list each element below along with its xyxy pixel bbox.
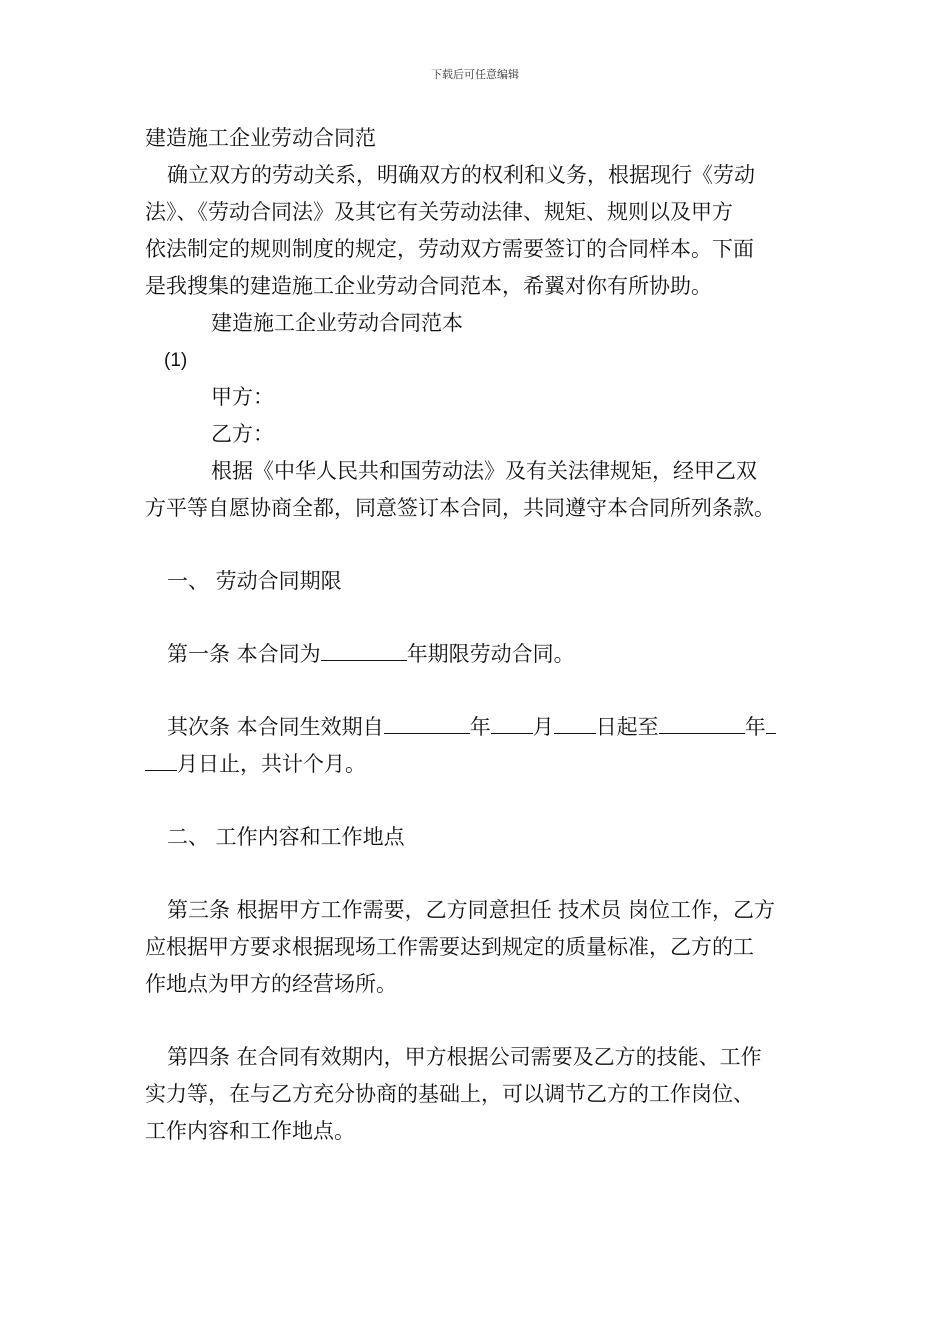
article-3-line-1: 第三条 根据甲方工作需要，乙方同意担任 技术员 岗位工作，乙方 (167, 898, 776, 922)
blank-end-month-part-1 (766, 711, 776, 734)
blank-end-month-part-2 (145, 748, 177, 771)
intro-line-4: 是我搜集的建造施工企业劳动合同范本，希翼对你有所协助。 (145, 274, 712, 298)
intro-line-3: 依法制定的规则制度的规定，劳动双方需要签订的合同样本。下面 (145, 237, 754, 261)
blank-years (321, 638, 407, 661)
article-2-text-a: 其次条 本合同生效期自 (167, 715, 384, 739)
article-2-text-d: 日起至 (595, 715, 659, 739)
blank-start-month (491, 711, 533, 734)
article-4-line-3: 工作内容和工作地点。 (145, 1119, 355, 1143)
article-1-text-b: 年期限劳动合同。 (406, 642, 575, 666)
article-1-text-a: 第一条 本合同为 (167, 642, 321, 666)
contract-number: (1) (164, 350, 188, 371)
article-1 (145, 636, 810, 673)
section-heading-work: 二、 工作内容和工作地点 (167, 825, 405, 849)
article-4-line-2: 实力等，在与乙方充分协商的基础上，可以调节乙方的工作岗位、 (145, 1082, 754, 1106)
contract-subtitle: 建造施工企业劳动合同范本 (211, 311, 463, 335)
article-2-text-e: 年 (744, 715, 766, 739)
blank-start-year (384, 711, 470, 734)
document-body (145, 120, 810, 1150)
article-3-line-2: 应根据甲方要求根据现场工作需要达到规定的质量标准，乙方的工 (145, 935, 754, 959)
article-3-line-3: 作地点为甲方的经营场所。 (145, 972, 397, 996)
party-b-label: 乙方： (211, 422, 274, 446)
article-4-line-1: 第四条 在合同有效期内，甲方根据公司需要及乙方的技能、工作 (167, 1045, 762, 1069)
blank-end-year (659, 711, 745, 734)
article-2-text-b: 年 (469, 715, 491, 739)
article-2-text-f: 月日止，共计个月。 (177, 752, 366, 776)
article-2-line-2 (145, 746, 810, 783)
intro-line-2: 法》、《劳动合同法》及其它有关劳动法律、规矩、规则以及甲方 (145, 200, 733, 224)
intro-line-1: 确立双方的劳动关系，明确双方的权利和义务，根据现行《劳动 (167, 163, 755, 187)
page-header-note: 下载后可任意编辑 (431, 68, 519, 81)
basis-line-2: 方平等自愿协商全都，同意签订本合同，共同遵守本合同所列条款。 (145, 496, 775, 520)
party-a-label: 甲方： (211, 385, 274, 409)
article-2-line-1 (145, 709, 810, 746)
basis-line-1: 根据《中华人民共和国劳动法》及有关法律规矩，经甲乙双 (211, 459, 757, 483)
article-2-text-c: 月 (532, 715, 554, 739)
document-title: 建造施工企业劳动合同范 (145, 126, 376, 150)
blank-start-day (554, 711, 596, 734)
section-heading-term: 一、 劳动合同期限 (167, 569, 342, 593)
